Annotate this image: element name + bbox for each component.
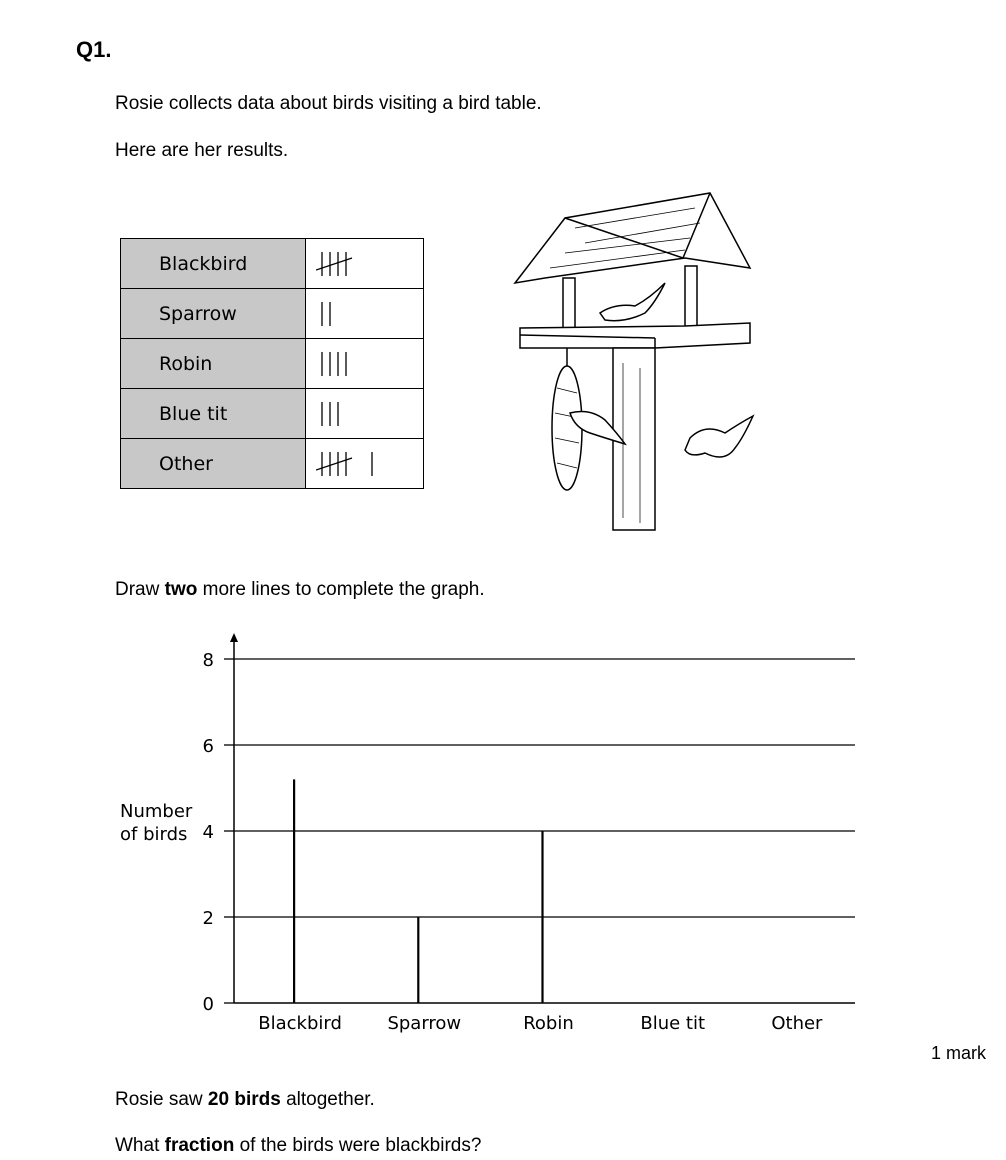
tally-row [121, 289, 424, 339]
y-axis-label: Number of birds [120, 801, 193, 845]
fraction-question-text: What fraction of the birds were blackbirds? [115, 1135, 482, 1156]
tally-table [120, 238, 424, 489]
tally-marks [306, 439, 424, 489]
tally-marks-graphic [316, 396, 406, 432]
results-intro-text: Here are her results. [115, 140, 289, 161]
intro-text: Rosie collects data about birds visiting a bird table. [115, 93, 542, 114]
x-category-label: Robin [523, 1013, 574, 1034]
chart-grid [234, 659, 855, 917]
y-axis-arrow [230, 633, 238, 642]
tally-row [121, 239, 424, 289]
chart-bars [294, 779, 542, 1003]
tally-bird-name: Other [121, 439, 306, 489]
question-number: Q1. [76, 37, 112, 62]
y-tick-label: 8 [202, 650, 214, 671]
x-category-label: Blue tit [640, 1013, 706, 1034]
x-category-label: Other [771, 1013, 823, 1034]
y-tick-label: 4 [202, 822, 214, 843]
tally-bird-name: Robin [121, 339, 306, 389]
mark-allocation: 1 mark [930, 1043, 986, 1063]
x-category-label: Sparrow [387, 1013, 462, 1034]
tally-marks-graphic [316, 346, 406, 382]
y-tick-label: 0 [202, 994, 214, 1015]
tally-row [121, 339, 424, 389]
tally-marks-graphic [316, 446, 406, 482]
tally-row [121, 439, 424, 489]
tally-bird-name: Sparrow [121, 289, 306, 339]
tally-bird-name: Blue tit [121, 389, 306, 439]
tally-marks [306, 239, 424, 289]
chart-labels [120, 650, 823, 1034]
tally-marks [306, 339, 424, 389]
tally-marks [306, 389, 424, 439]
tally-bird-name: Blackbird [121, 239, 306, 289]
x-category-label: Blackbird [258, 1013, 342, 1034]
y-tick-label: 2 [202, 908, 214, 929]
y-tick-label: 6 [202, 736, 214, 757]
tally-marks [306, 289, 424, 339]
bird-bar-chart [110, 625, 870, 1045]
total-birds-text: Rosie saw 20 birds altogether. [115, 1089, 375, 1110]
chart-axes [224, 633, 855, 1003]
instruction-text: Draw two more lines to complete the graph. [115, 579, 485, 600]
tally-row [121, 389, 424, 439]
tally-marks-graphic [316, 246, 406, 282]
bird-table-illustration [505, 188, 765, 533]
tally-marks-graphic [316, 296, 406, 332]
